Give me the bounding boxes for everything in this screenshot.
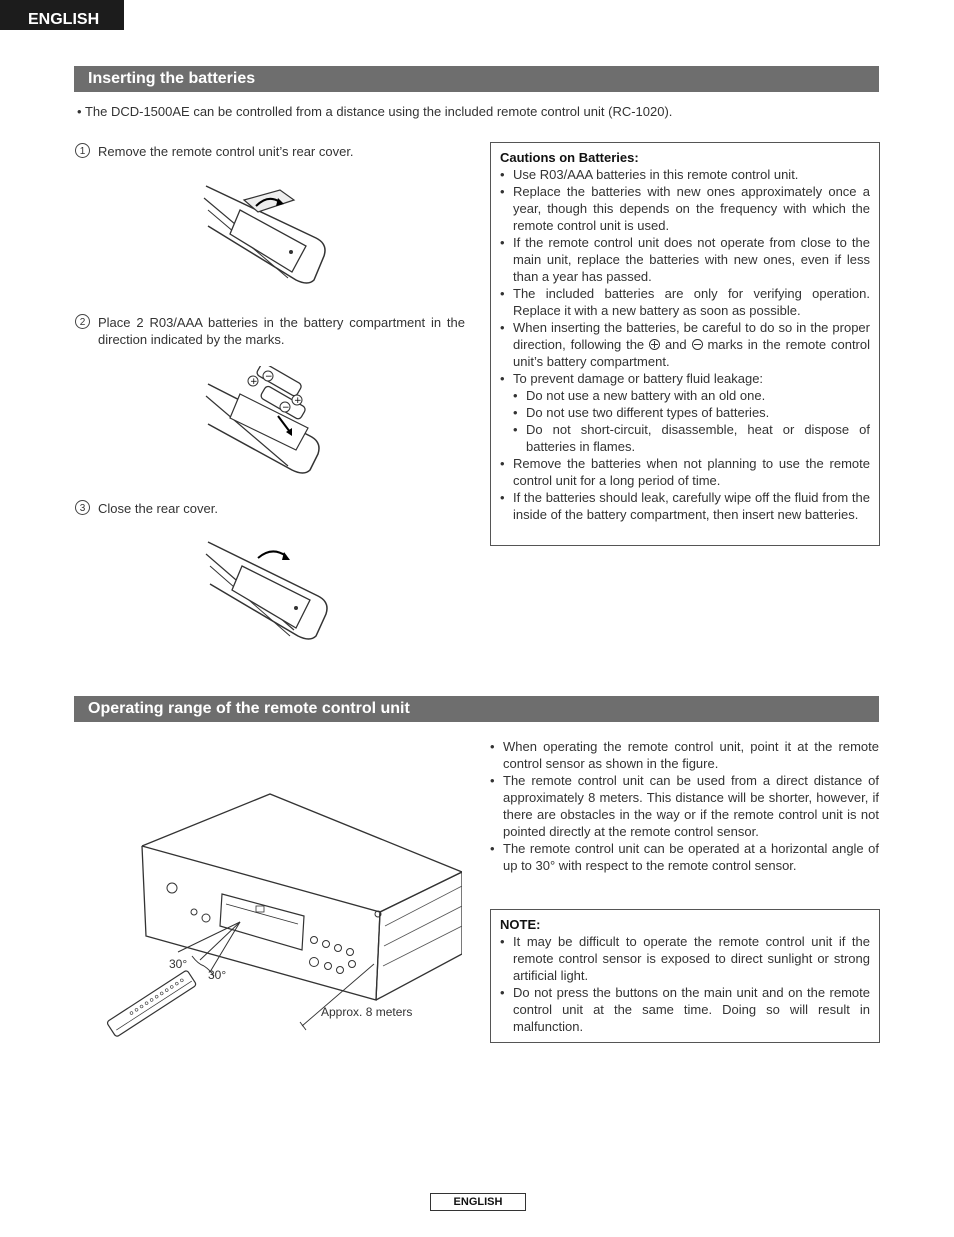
footer-language-badge: ENGLISH <box>430 1193 526 1211</box>
list-item: • The included batteries are only for verifying operation. Replace it with a new battery as soon as possible. <box>500 285 870 319</box>
list-item: • It may be difficult to operate the remote control unit if the remote control sensor is exposed to direct sunlight or strong artificial light. <box>500 933 870 984</box>
svg-text:−: − <box>265 372 273 382</box>
minus-mark-icon <box>692 339 703 350</box>
item-text-part: When inserting the batteries, be careful to do so in the proper direction, following the <box>513 320 870 352</box>
list-item: • Do not press the buttons on the main unit and on the remote control unit at the same time. Doing so will result in malfunction. <box>500 984 870 1035</box>
list-item: • Remove the batteries when not planning to use the remote control unit for a long period of time. <box>500 455 870 489</box>
remote-rear-cover-removed-illustration <box>196 176 336 288</box>
list-item: • When operating the remote control unit, point it at the remote control sensor as shown in the figure. <box>490 738 879 772</box>
list-subitem: • Do not use two different types of batteries. <box>500 404 870 421</box>
list-item: • If the remote control unit does not operate from close to the main unit, replace the batteries with new ones, even if less than a year has passed. <box>500 234 870 285</box>
step-text: Place 2 R03/AAA batteries in the battery compartment in the direction indicated by the marks. <box>98 315 465 347</box>
angle-label-left: 30° <box>169 957 188 971</box>
intro-text: The DCD-1500AE can be controlled from a distance using the included remote control unit (RC-1020). <box>84 104 673 119</box>
remote-battery-insertion-illustration <box>200 366 340 476</box>
list-item <box>500 319 870 370</box>
list-item: • The remote control unit can be used from a direct distance of approximately 8 meters. This distance will be shorter, however, if there are obstacles in the way or if the remote control unit is not pointed directly at the remote control sensor. <box>490 772 879 840</box>
svg-text:−: − <box>282 403 290 413</box>
cautions-on-batteries-box <box>490 142 880 546</box>
list-subitem: • Do not short-circuit, disassemble, heat or dispose of batteries in flames. <box>500 421 870 455</box>
cautions-heading: Cautions on Batteries: <box>500 150 639 165</box>
note-box <box>490 909 880 1043</box>
plus-mark-icon <box>649 339 660 350</box>
step-number: 2 <box>75 314 90 329</box>
operating-range-bullets <box>490 738 879 874</box>
section-title-operating-range: Operating range of the remote control unit <box>74 696 879 722</box>
list-item: • The remote control unit can be operated at a horizontal angle of up to 30° with respect to the remote control sensor. <box>490 840 879 874</box>
section-title-inserting-batteries: Inserting the batteries <box>74 66 879 92</box>
intro-paragraph: • The DCD-1500AE can be controlled from a distance using the included remote control unit (RC-1020). <box>77 104 673 119</box>
list-subitem: • Do not use a new battery with an old one. <box>500 387 870 404</box>
list-item: • To prevent damage or battery fluid leakage: <box>500 370 870 387</box>
step-text: Close the rear cover. <box>98 501 218 516</box>
angle-label-right: 30° <box>208 968 227 982</box>
list-item: • If the batteries should leak, carefully wipe off the fluid from the inside of the battery compartment, then insert new batteries. <box>500 489 870 523</box>
step-number: 3 <box>75 500 90 515</box>
cautions-list <box>500 166 870 523</box>
svg-text:+: + <box>250 377 258 387</box>
step-text: Remove the remote control unit’s rear cover. <box>98 144 354 159</box>
step-number: 1 <box>75 143 90 158</box>
note-heading: NOTE: <box>500 917 541 932</box>
item-text-part: and <box>664 337 687 352</box>
distance-label: Approx. 8 meters <box>321 1005 413 1019</box>
list-item: • Replace the batteries with new ones approximately once a year, though this depends on the frequency with which the remote control unit is used. <box>500 183 870 234</box>
svg-text:+: + <box>294 396 302 406</box>
language-tab: ENGLISH <box>0 0 124 30</box>
note-list <box>500 933 870 1035</box>
item-text-part: marks in the remote control unit’s battery compartment. <box>513 337 870 369</box>
list-item: • Use R03/AAA batteries in this remote control unit. <box>500 166 870 183</box>
remote-rear-cover-closing-illustration <box>198 532 338 646</box>
